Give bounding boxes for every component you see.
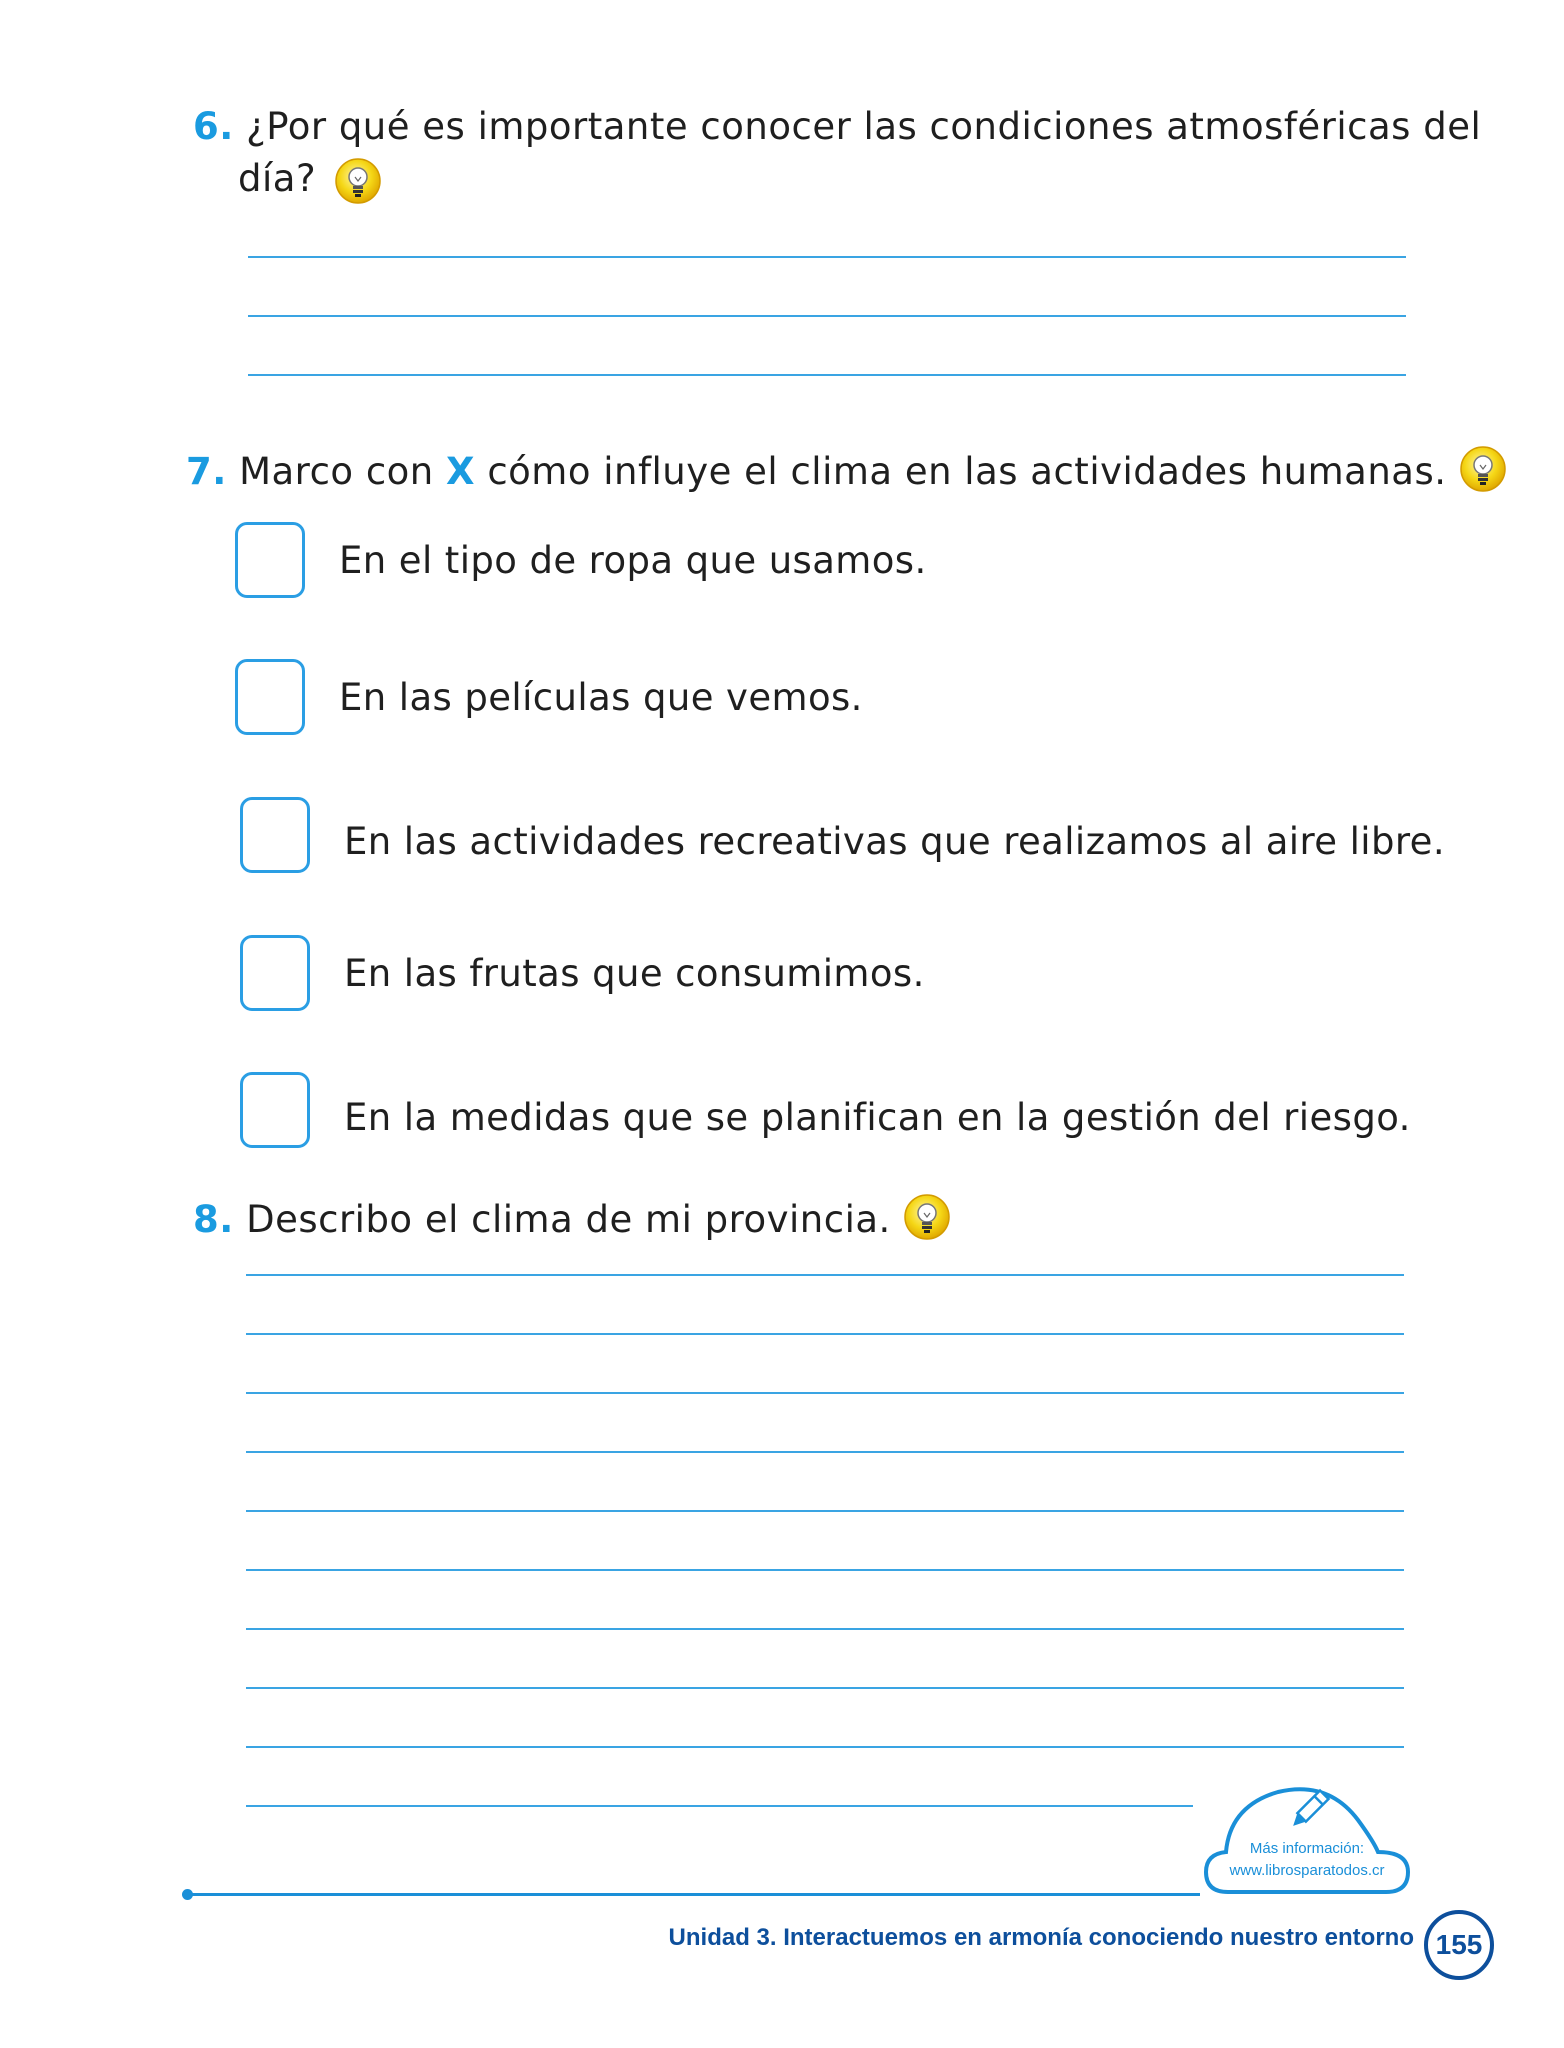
answer-line[interactable] xyxy=(246,1451,1404,1453)
question-7-number: 7. xyxy=(186,450,227,493)
question-6-text-end: día? xyxy=(238,157,317,200)
question-6-line-1 xyxy=(193,100,1481,154)
checkbox-option-1[interactable] xyxy=(235,522,305,598)
answer-line[interactable] xyxy=(246,1333,1404,1335)
answer-line[interactable] xyxy=(246,1687,1404,1689)
answer-line[interactable] xyxy=(248,315,1406,317)
answer-line[interactable] xyxy=(246,1510,1404,1512)
website-link[interactable]: www.librosparatodos.cr xyxy=(1229,1862,1385,1879)
answer-line[interactable] xyxy=(248,256,1406,258)
checkbox-option-4[interactable] xyxy=(240,935,310,1011)
answer-line[interactable] xyxy=(246,1746,1404,1748)
footer-divider xyxy=(186,1893,1200,1896)
option-label-5: En la medidas que se planifican en la gestión del riesgo. xyxy=(344,1096,1411,1139)
question-7 xyxy=(186,445,1507,499)
question-7-text-b: cómo influye el clima en las actividades humanas. xyxy=(487,450,1447,493)
option-label-4: En las frutas que consumimos. xyxy=(344,952,925,995)
question-6-number: 6. xyxy=(193,105,234,148)
unit-title: Unidad 3. Interactuemos en armonía conociendo nuestro entorno xyxy=(668,1924,1414,1951)
lightbulb-icon xyxy=(903,1193,951,1241)
answer-line[interactable] xyxy=(246,1392,1404,1394)
question-6-text: ¿Por qué es importante conocer las condiciones atmosféricas del xyxy=(246,105,1482,148)
checkbox-option-2[interactable] xyxy=(235,659,305,735)
option-label-2: En las películas que vemos. xyxy=(339,676,863,719)
question-6-line-2 xyxy=(238,152,382,206)
page-number: 155 xyxy=(1424,1910,1494,1980)
question-8 xyxy=(193,1193,951,1247)
question-8-number: 8. xyxy=(193,1198,234,1241)
answer-line[interactable] xyxy=(246,1274,1404,1276)
question-7-text-a: Marco con xyxy=(239,450,434,493)
checkbox-option-5[interactable] xyxy=(240,1072,310,1148)
answer-line[interactable] xyxy=(246,1569,1404,1571)
answer-line[interactable] xyxy=(248,374,1406,376)
more-info-label: Más información: xyxy=(1249,1840,1365,1857)
answer-line[interactable] xyxy=(246,1628,1404,1630)
option-label-1: En el tipo de ropa que usamos. xyxy=(339,539,927,582)
x-mark: X xyxy=(446,450,476,493)
question-8-text: Describo el clima de mi provincia. xyxy=(246,1198,891,1241)
pencil-icon xyxy=(1283,1786,1333,1836)
lightbulb-icon xyxy=(334,157,382,205)
answer-line[interactable] xyxy=(246,1805,1193,1807)
option-label-3: En las actividades recreativas que realizamos al aire libre. xyxy=(344,820,1445,863)
checkbox-option-3[interactable] xyxy=(240,797,310,873)
lightbulb-icon xyxy=(1459,445,1507,493)
